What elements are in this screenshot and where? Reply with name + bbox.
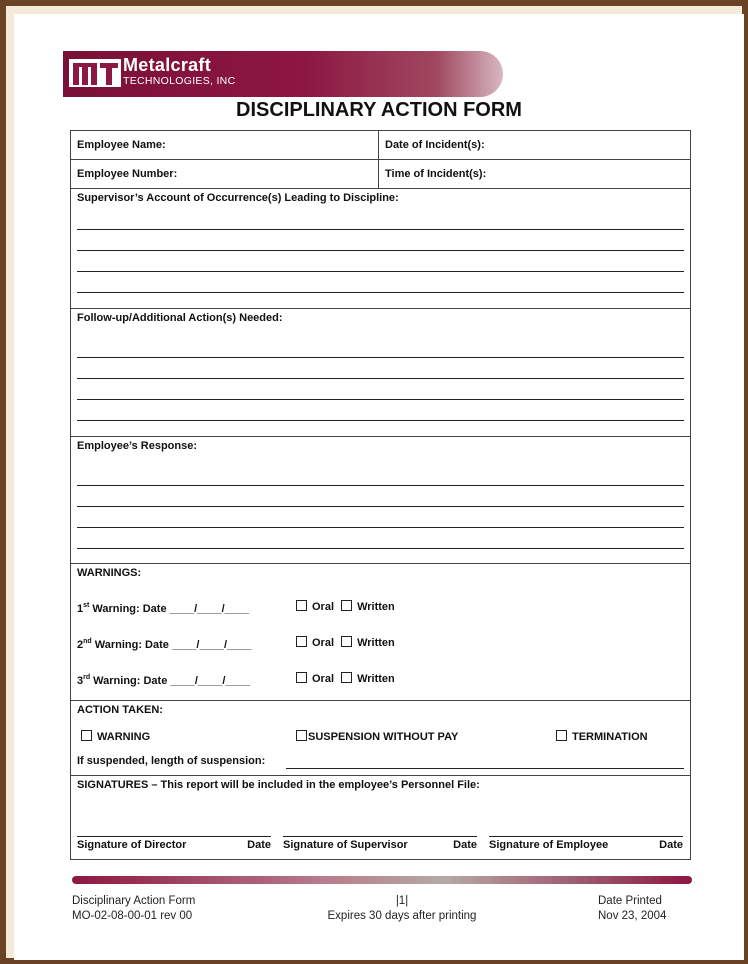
warning-checkbox[interactable] xyxy=(81,730,92,741)
action-warning-option[interactable] xyxy=(81,730,150,743)
warning-1-options xyxy=(296,600,395,613)
writing-line xyxy=(77,271,684,272)
oral-checkbox[interactable] xyxy=(296,600,307,611)
warning-2-label: Warning: Date ____/____/____ xyxy=(91,639,252,651)
employee-name-label: Employee Name: xyxy=(77,139,166,151)
employee-name-row xyxy=(71,131,690,160)
written-checkbox[interactable] xyxy=(341,600,352,611)
footer-divider xyxy=(72,876,692,884)
footer-form-info xyxy=(72,894,195,924)
warning-1-number: 1 xyxy=(77,603,84,615)
supervisor-signature-label: Signature of Supervisor xyxy=(283,839,408,851)
action-taken-section xyxy=(71,701,690,776)
supervisor-account-label: Supervisor’s Account of Occurrence(s) Leading to Discipline: xyxy=(77,192,399,204)
form-table xyxy=(70,130,691,860)
warning-1-label: Warning: Date ____/____/____ xyxy=(89,603,250,615)
form-page xyxy=(14,14,744,960)
time-of-incident-field[interactable] xyxy=(379,160,690,188)
warnings-section xyxy=(71,564,690,701)
oral-label: Oral xyxy=(312,673,335,685)
warning-3-number: 3 xyxy=(77,675,84,687)
suspension-length-field[interactable] xyxy=(286,768,684,769)
written-checkbox[interactable] xyxy=(341,636,352,647)
follow-up-label: Follow-up/Additional Action(s) Needed: xyxy=(77,312,283,324)
action-termination-option[interactable] xyxy=(556,730,648,743)
time-of-incident-label: Time of Incident(s): xyxy=(385,168,487,180)
company-subtitle: TECHNOLOGIES, INC xyxy=(123,75,236,87)
writing-line xyxy=(77,548,684,549)
employee-number-field[interactable] xyxy=(71,160,379,188)
employee-number-row xyxy=(71,160,690,189)
action-termination-label: TERMINATION xyxy=(572,731,648,743)
action-taken-heading: ACTION TAKEN: xyxy=(77,704,163,716)
writing-line xyxy=(77,485,684,486)
suspension-checkbox[interactable] xyxy=(296,730,307,741)
employee-name-field[interactable] xyxy=(71,131,379,159)
page-title: DISCIPLINARY ACTION FORM xyxy=(236,99,522,121)
employee-date-label: Date xyxy=(659,839,683,851)
written-label: Written xyxy=(357,637,395,649)
action-warning-label: WARNING xyxy=(97,731,151,743)
warnings-heading: WARNINGS: xyxy=(77,567,142,579)
warning-2-number: 2 xyxy=(77,639,84,651)
company-logo-banner xyxy=(63,51,503,97)
warning-1-suffix: st xyxy=(83,602,90,609)
supervisor-account-section[interactable] xyxy=(71,189,690,309)
writing-line xyxy=(77,250,684,251)
employee-response-section[interactable] xyxy=(71,437,690,564)
warning-3-options xyxy=(296,672,395,685)
employee-signature-field[interactable] xyxy=(489,836,683,851)
date-of-incident-label: Date of Incident(s): xyxy=(385,139,485,151)
writing-line xyxy=(77,420,684,421)
written-label: Written xyxy=(357,601,395,613)
warning-2-options xyxy=(296,636,395,649)
employee-response-label: Employee’s Response: xyxy=(77,440,198,452)
footer-date-printed-label: Date Printed xyxy=(598,895,662,907)
footer-page-number: |1| xyxy=(395,895,409,907)
footer-date-info xyxy=(598,894,666,924)
warning-1-date[interactable] xyxy=(77,602,249,615)
warning-3-date[interactable] xyxy=(77,674,250,687)
writing-line xyxy=(77,229,684,230)
termination-checkbox[interactable] xyxy=(556,730,567,741)
writing-line xyxy=(77,506,684,507)
footer-date-printed: Nov 23, 2004 xyxy=(598,910,667,922)
action-suspension-option[interactable] xyxy=(296,730,458,743)
footer-page-info xyxy=(264,894,540,924)
footer-form-code: MO-02-08-00-01 rev 00 xyxy=(72,910,193,922)
written-checkbox[interactable] xyxy=(341,672,352,683)
writing-line xyxy=(77,357,684,358)
footer-form-name: Disciplinary Action Form xyxy=(72,895,196,907)
supervisor-date-label: Date xyxy=(453,839,477,851)
oral-label: Oral xyxy=(312,601,335,613)
signatures-section xyxy=(71,776,690,859)
written-label: Written xyxy=(357,673,395,685)
action-suspension-label: SUSPENSION WITHOUT PAY xyxy=(308,731,459,743)
writing-line xyxy=(77,378,684,379)
oral-checkbox[interactable] xyxy=(296,672,307,683)
warning-2-date[interactable] xyxy=(77,638,251,651)
employee-number-label: Employee Number: xyxy=(77,168,178,180)
writing-line xyxy=(77,527,684,528)
director-date-label: Date xyxy=(247,839,271,851)
mt-logo-icon xyxy=(69,57,121,89)
warning-3-label: Warning: Date ____/____/____ xyxy=(90,675,250,687)
company-name: Metalcraft xyxy=(123,55,212,75)
director-signature-label: Signature of Director xyxy=(77,839,187,851)
warning-3-suffix: rd xyxy=(83,674,91,681)
oral-checkbox[interactable] xyxy=(296,636,307,647)
signatures-heading: SIGNATURES – This report will be included in the employee’s Personnel File: xyxy=(77,779,480,791)
suspension-length-label: If suspended, length of suspension: xyxy=(77,755,266,767)
writing-line xyxy=(77,399,684,400)
oral-label: Oral xyxy=(312,637,335,649)
follow-up-section[interactable] xyxy=(71,309,690,437)
footer-expiry: Expires 30 days after printing xyxy=(327,910,477,922)
date-of-incident-field[interactable] xyxy=(379,131,690,159)
director-signature-field[interactable] xyxy=(77,836,271,851)
writing-line xyxy=(77,292,684,293)
employee-signature-label: Signature of Employee xyxy=(489,839,609,851)
supervisor-signature-field[interactable] xyxy=(283,836,477,851)
warning-2-suffix: nd xyxy=(83,638,92,645)
